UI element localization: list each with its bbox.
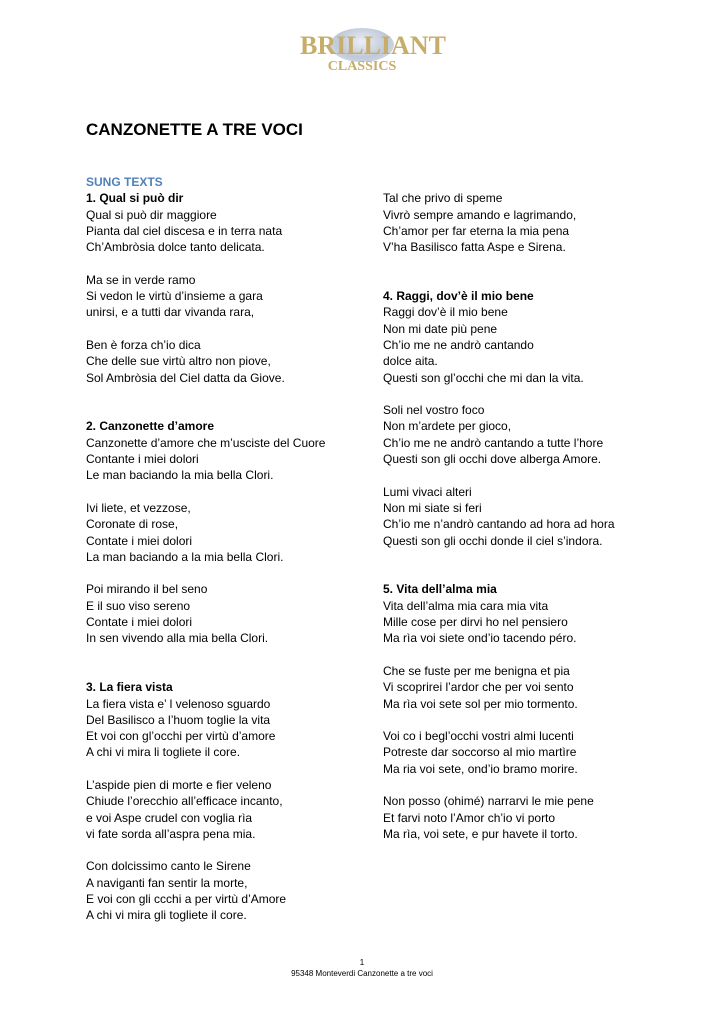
verse-line: Questi son gl’occhi che mi dan la vita. [383,370,584,385]
verse-line: La fiera vista e’ l velenoso sguardo [86,696,271,711]
verse-line: Ma rìa voi sete sol per mio tormento. [383,696,578,711]
verse-line: Ma rìa voi siete ond’io tacendo péro. [383,631,577,646]
brilliant-classics-logo [300,26,446,80]
song-5 [383,581,683,842]
verse-line: La man baciando a la mia bella Clori. [86,549,284,564]
verse-line: Vi scoprirei l’ardor che per voi sento [383,680,574,695]
verse-line: Chiude l’orecchio all’efficace incanto, [86,794,283,809]
verse-line: Mille cose per dirvi ho nel pensiero [383,615,568,630]
verse-line: Che se fuste per me benigna et pia [383,663,570,678]
verse-line: Questi son gli occhi dove alberga Amore. [383,452,602,467]
verse-line: Voi co i begl’occhi vostri almi lucenti [383,729,574,744]
song-4 [383,288,683,549]
song-title: 2. Canzonette d’amore [86,419,215,434]
song-title: 1. Qual si può dir [86,191,184,206]
verse-line: E voi con gli ccchi a per virtù d’Amore [86,892,287,907]
verse-line: Soli nel vostro foco [383,403,485,418]
verse-line: Non mi date più pene [383,321,498,336]
verse-line: Questi son gli occhi donde il ciel s’indora. [383,533,603,548]
verse-line: Ch’amor per far eterna la mia pena [383,223,570,238]
verse-line: Contante i miei dolori [86,452,199,467]
verse-line: V’ha Basilisco fatta Aspe e Sirena. [383,240,566,255]
verse-line: Le man baciando la mia bella Clori. [86,468,274,483]
verse-line: Con dolcissimo canto le Sirene [86,859,251,874]
verse-line: vi fate sorda all’aspra pena mia. [86,826,256,841]
logo-text-classics: CLASSICS [327,59,397,74]
verse-line: Ma ria voi sete, ond’io bramo morire. [383,761,578,776]
verse-line: unirsi, e a tutti dar vivanda rara, [86,305,255,320]
verse-line: Ma se in verde ramo [86,272,196,287]
verse-line: Del Basilisco a l’huom toglie la vita [86,712,271,727]
verse-line: Et voi con gl’occhi per virtù d’amore [86,729,276,744]
verse-line: Raggi dov’è il mio bene [383,305,508,320]
song-title: 3. La fiera vista [86,680,173,695]
document-title: CANZONETTE A TRE VOCI [86,120,303,139]
left-column [86,174,376,924]
verse-line: Ivi liete, et vezzose, [86,500,191,515]
verse-line: Vita dell’alma mia cara mia vita [383,598,549,613]
verse-line: Ch’Ambròsia dolce tanto delicata. [86,240,265,255]
song-3-continued [383,190,683,255]
verse-line: Canzonette d’amore che m’usciste del Cuore [86,435,326,450]
song-3 [86,679,376,923]
song-title: 4. Raggi, dov’è il mio bene [383,289,534,304]
verse-line: A naviganti fan sentir la morte, [86,875,248,890]
verse-line: e voi Aspe crudel con voglia rìa [86,810,253,825]
verse-line: Contate i miei dolori [86,615,193,630]
verse-line: Ch’io me n’andrò cantando ad hora ad hora [383,517,615,532]
song-1 [86,190,376,386]
verse-line: Et farvi noto l’Amor ch’io vi porto [383,810,556,825]
verse-line: Ch’io me ne andrò cantando a tutte l’hore [383,435,604,450]
right-column [383,174,683,842]
verse-line: Potreste dar soccorso al mio martìre [383,745,577,760]
verse-line: Contate i miei dolori [86,533,193,548]
verse-line: Che delle sue virtù altro non piove, [86,354,271,369]
song-2 [86,418,376,646]
verse-line: E il suo viso sereno [86,598,191,613]
verse-line: Poi mirando il bel seno [86,582,208,597]
verse-line: Lumi vivaci alteri [383,484,472,499]
logo-text-brilliant: BRILLIANT [300,31,446,60]
verse-line: Sol Ambròsia del Ciel datta da Giove. [86,370,285,385]
verse-line: Vivrò sempre amando e lagrimando, [383,207,577,222]
verse-line: Coronate di rose, [86,517,179,532]
verse-line: In sen vivendo alla mia bella Clori. [86,631,269,646]
verse-line: Non m’ardete per gioco, [383,419,512,434]
catalog-footer: 95348 Monteverdi Canzonette a tre voci [291,969,433,978]
verse-line: Pianta dal ciel discesa e in terra nata [86,223,283,238]
verse-line: A chi vi mira li togliete il core. [86,745,241,760]
page-number: 1 [359,958,365,967]
verse-line: A chi vi mira gli togliete il core. [86,908,247,923]
verse-line: Ma rìa, voi sete, e pur havete il torto. [383,826,578,841]
verse-line: Qual si può dir maggiore [86,207,217,222]
verse-line: Non mi siate si feri [383,500,482,515]
verse-line: Non posso (ohimé) narrarvi le mie pene [383,794,594,809]
verse-line: Tal che privo di speme [383,191,503,206]
verse-line: Ben è forza ch’io dica [86,337,201,352]
verse-line: dolce aita. [383,354,438,369]
verse-line: Ch’io me ne andrò cantando [383,337,534,352]
section-label: SUNG TEXTS [86,175,163,189]
song-title: 5. Vita dell’alma mia [383,582,497,597]
verse-line: L’aspide pien di morte e fier veleno [86,777,272,792]
verse-line: Si vedon le virtù d’insieme a gara [86,289,263,304]
